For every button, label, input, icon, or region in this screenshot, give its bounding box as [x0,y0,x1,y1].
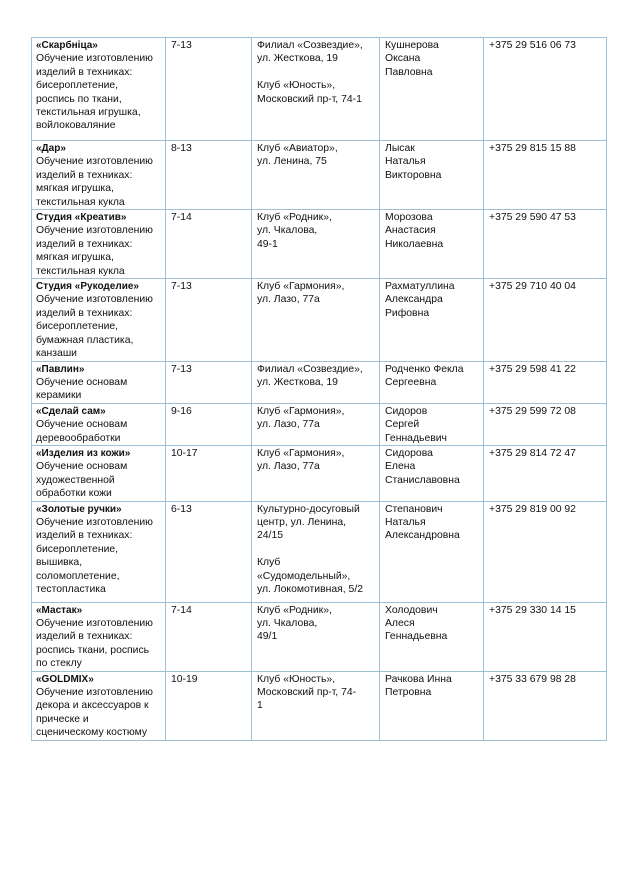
age-range: 9-16 [171,405,192,417]
phone-number: +375 29 815 15 88 [489,143,576,154]
location-line: Филиал «Созвездие», [257,363,363,375]
club-description-line: деревообработки [36,432,121,444]
age-cell [166,445,252,501]
teacher-name-line: Рачкова Инна [385,673,452,685]
teacher-name-line: Сидорова [385,447,433,459]
club-title: «Павлин» [36,363,85,375]
teacher-cell [380,38,484,141]
phone-number: +375 29 814 72 47 [489,447,576,459]
teacher-cell [380,671,484,740]
phone-number: +375 29 516 06 73 [489,40,576,51]
club-description-line: изделий в техниках: [36,530,133,542]
age-range: 7-14 [171,604,192,616]
club-description-line: прическе и [36,713,89,725]
phone-cell [484,38,607,141]
age-cell [166,602,252,671]
location-line: ул. Локомотивная, 5/2 [257,583,363,595]
phone-number: +375 29 598 41 22 [489,363,576,375]
table-row [32,279,607,361]
club-description-line: бисероплетение, [36,321,119,333]
teacher-cell [380,279,484,361]
club-description-line: бисероплетение, [36,80,119,92]
club-description-line: бумажная пластика, [36,334,134,346]
phone-cell [484,361,607,403]
phone-number: +375 29 819 00 92 [489,503,576,515]
club-description-line: Обучение изготовлению [36,53,153,65]
teacher-name-line: Викторовна [385,169,442,181]
teacher-cell [380,403,484,445]
club-title: «Дар» [36,143,66,154]
location-line: Клуб «Гармония», [257,405,345,417]
table-row [32,403,607,445]
club-description-line: Обучение изготовлению [36,294,153,306]
club-description-line: Обучение изготовлению [36,687,153,698]
location-line: ул. Жесткова, 19 [257,53,338,65]
teacher-name-line: Кушнерова [385,40,439,51]
age-cell [166,501,252,602]
club-description-line: по стеклу [36,658,82,670]
club-description-line: роспись ткани, роспись [36,644,150,656]
teacher-cell [380,141,484,210]
teacher-name-line: Павловна [385,66,433,78]
location-line: 49-1 [257,238,278,250]
teacher-name-line: Сергеевна [385,376,437,388]
age-range: 8-13 [171,143,192,154]
teacher-name-line: Степанович [385,503,443,515]
phone-cell [484,141,607,210]
club-name-cell [32,501,166,602]
teacher-name-line: Наталья [385,516,426,528]
location-line: ул. Лазо, 77а [257,419,320,431]
clubs-table-body [32,38,607,741]
teacher-name-line: Петровна [385,687,432,698]
location-line: Клуб «Родник», [257,212,332,224]
location-line: Клуб «Гармония», [257,447,345,459]
age-cell [166,403,252,445]
club-description-line: изделий в техниках: [36,66,133,78]
club-name-cell [32,210,166,279]
location-line: Клуб «Юность», [257,673,336,685]
club-name-cell [32,38,166,141]
club-description-line: Обучение изготовлению [36,516,153,528]
club-description-line: мягкая игрушка, [36,252,114,264]
club-name-cell [32,279,166,361]
club-description-line: соломоплетение, [36,570,120,582]
club-description-line: Обучение изготовлению [36,156,153,168]
teacher-name-line: Николаевна [385,238,444,250]
age-cell [166,38,252,141]
club-name-cell [32,445,166,501]
table-row [32,671,607,740]
teacher-name-line: Алеся [385,617,415,629]
teacher-name-line: Морозова [385,212,433,224]
club-name-cell [32,671,166,740]
club-title: Студия «Креатив» [36,212,127,224]
teacher-name-line: Станиславовна [385,474,460,486]
age-cell [166,141,252,210]
teacher-name-line: Геннадьевна [385,631,448,643]
table-row [32,210,607,279]
club-description-line: Обучение основам [36,376,128,388]
age-cell [166,671,252,740]
location-line: Клуб «Родник», [257,604,332,616]
club-description-line: мягкая игрушка, [36,183,114,195]
club-description-line: обработки кожи [36,488,112,500]
location-line: ул. Лазо, 77а [257,294,320,306]
location-cell [252,141,380,210]
location-line: Московский пр-т, 74-1 [257,93,362,105]
age-range: 6-13 [171,503,192,515]
location-line: ул. Ленина, 75 [257,156,327,168]
teacher-name-line: Александровна [385,530,460,542]
phone-cell [484,403,607,445]
club-description-line: Обучение изготовлению [36,225,153,237]
age-range: 7-14 [171,212,192,224]
club-description-line: сценическому костюму [36,727,148,739]
teacher-name-line: Геннадьевич [385,432,447,444]
location-cell [252,38,380,141]
club-title: «Изделия из кожи» [36,447,131,459]
club-description-line: войлоковаляние [36,120,116,132]
teacher-name-line: Сидоров [385,405,428,417]
club-description-line: бисероплетение, [36,543,119,555]
location-line: Филиал «Созвездие», [257,40,363,51]
location-cell [252,671,380,740]
club-description-line: Обучение изготовлению [36,617,153,629]
phone-cell [484,279,607,361]
phone-cell [484,501,607,602]
location-line: ул. Чкалова, [257,617,318,629]
location-cell [252,403,380,445]
teacher-name-line: Александра [385,294,443,306]
teacher-cell [380,602,484,671]
age-cell [166,279,252,361]
location-cell [252,445,380,501]
club-description-line: роспись по ткани, [36,93,122,105]
location-cell [252,602,380,671]
teacher-name-line: Родченко Фекла [385,363,464,375]
teacher-name-line: Рахматуллина [385,281,455,293]
location-spacer [257,66,374,79]
location-cell [252,210,380,279]
club-description-line: тестопластика [36,584,106,595]
teacher-name-line: Елена [385,461,416,473]
teacher-name-line: Оксана [385,53,421,65]
club-description-line: художественной [36,474,115,486]
table-row [32,141,607,210]
age-range: 10-19 [171,673,198,685]
location-cell [252,361,380,403]
age-range: 7-13 [171,40,192,51]
club-description-line: текстильная кукла [36,196,125,208]
location-line: Клуб [257,557,281,569]
teacher-name-line: Рифовна [385,307,430,319]
teacher-name-line: Лысак [385,143,415,154]
table-row [32,361,607,403]
phone-number: +375 33 679 98 28 [489,673,576,685]
location-spacer [257,543,374,556]
phone-cell [484,671,607,740]
teacher-name-line: Наталья [385,156,426,168]
location-line: центр, ул. Ленина, [257,516,347,528]
club-description-line: канзаши [36,348,77,360]
club-description-line: Обучение основам [36,419,128,431]
club-title: Студия «Рукоделие» [36,281,139,293]
teacher-name-line: Холодович [385,604,438,616]
club-title: «Мастак» [36,604,83,616]
phone-cell [484,602,607,671]
club-description-line: изделий в техниках: [36,238,133,250]
location-line: 24/15 [257,530,284,542]
location-cell [252,279,380,361]
age-cell [166,361,252,403]
teacher-name-line: Анастасия [385,225,436,237]
club-name-cell [32,141,166,210]
club-name-cell [32,403,166,445]
table-row [32,602,607,671]
teacher-cell [380,361,484,403]
location-line: ул. Лазо, 77а [257,461,320,473]
teacher-cell [380,445,484,501]
location-line: Клуб «Авиатор», [257,143,338,154]
club-title: «GOLDMIX» [36,673,94,685]
club-description-line: декора и аксессуаров к [36,700,149,712]
club-description-line: текстильная кукла [36,265,125,277]
club-description-line: изделий в техниках: [36,631,133,643]
location-line: ул. Жесткова, 19 [257,376,338,388]
location-line: Клуб «Гармония», [257,281,345,293]
club-title: «Скарбніца» [36,40,98,51]
location-line: Клуб «Юность», [257,80,336,92]
club-description-line: Обучение основам [36,461,128,473]
club-description-line: керамики [36,390,82,402]
phone-number: +375 29 590 47 53 [489,212,576,224]
teacher-cell [380,501,484,602]
location-cell [252,501,380,602]
club-name-cell [32,361,166,403]
table-row [32,445,607,501]
clubs-table [31,37,607,741]
age-cell [166,210,252,279]
location-line: 49/1 [257,631,278,643]
location-line: Московский пр-т, 74- [257,687,357,698]
age-range: 7-13 [171,281,192,293]
club-title: «Сделай сам» [36,405,106,417]
phone-number: +375 29 710 40 04 [489,281,576,293]
club-description-line: вышивка, [36,557,83,569]
club-title: «Золотые ручки» [36,503,122,515]
phone-cell [484,210,607,279]
age-range: 10-17 [171,447,198,459]
location-line: ул. Чкалова, [257,225,318,237]
age-range: 7-13 [171,363,192,375]
phone-number: +375 29 599 72 08 [489,405,576,417]
table-row [32,501,607,602]
location-line: Культурно-досуговый [257,503,360,515]
teacher-cell [380,210,484,279]
club-description-line: текстильная игрушка, [36,107,141,119]
club-description-line: изделий в техниках: [36,169,133,181]
phone-number: +375 29 330 14 15 [489,604,576,616]
location-line: «Судомодельный», [257,570,351,582]
table-row [32,38,607,141]
location-line: 1 [257,700,263,712]
teacher-name-line: Сергей [385,419,420,431]
club-description-line: изделий в техниках: [36,307,133,319]
club-name-cell [32,602,166,671]
phone-cell [484,445,607,501]
